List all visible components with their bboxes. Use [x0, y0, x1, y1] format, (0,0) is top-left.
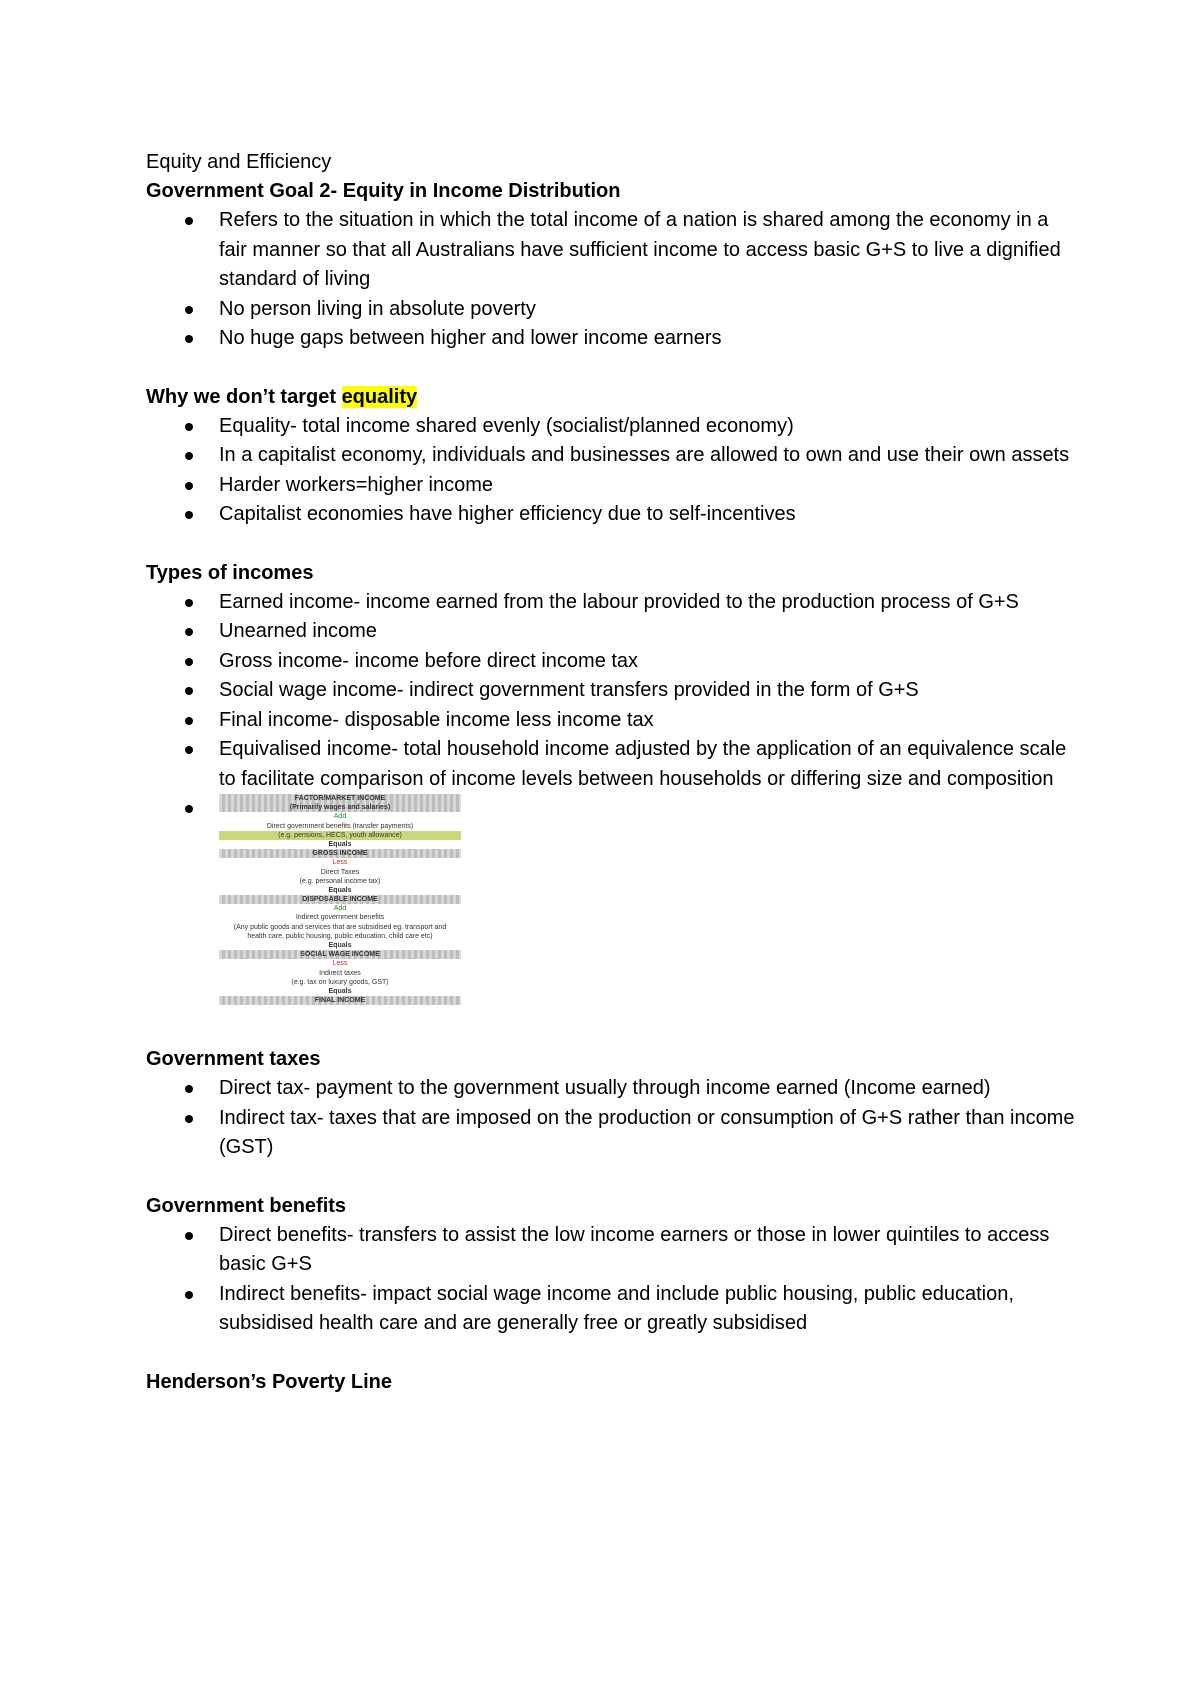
list-item: Harder workers=higher income	[146, 471, 1076, 501]
bullet-icon	[185, 805, 193, 813]
income-flow-diagram	[219, 794, 461, 1016]
flow-diagram-row: Add	[333, 813, 347, 821]
flow-diagram-row: Less	[332, 960, 348, 968]
bullet-list-incomes	[146, 588, 1076, 1017]
flow-diagram-row: Equals	[328, 942, 352, 949]
document-body	[146, 148, 1076, 1397]
list-item: Earned income- income earned from the labour provided to the production process of G+S	[146, 588, 1076, 618]
list-item: Equality- total income shared evenly (socialist/planned economy)	[146, 412, 1076, 442]
flow-diagram-row: (Any public goods and services that are subsidised eg. transport and	[233, 923, 447, 931]
flow-diagram-row: Indirect government benefits	[295, 914, 385, 922]
bullet-icon	[185, 452, 193, 460]
list-item: No huge gaps between higher and lower income earners	[146, 324, 1076, 354]
bullet-icon	[185, 482, 193, 490]
bullet-icon	[185, 599, 193, 607]
flow-diagram-row: Equals	[328, 886, 352, 894]
list-item: Gross income- income before direct income tax	[146, 647, 1076, 677]
list-item: Unearned income	[146, 617, 1076, 647]
flow-diagram-row: (e.g. personal income tax)	[299, 877, 381, 885]
list-item: Social wage income- indirect government transfers provided in the form of G+S	[146, 676, 1076, 706]
flow-diagram-row: SOCIAL WAGE INCOME	[219, 950, 461, 959]
bullet-icon	[185, 1232, 193, 1240]
section-heading-equity: Government Goal 2- Equity in Income Distribution	[146, 180, 621, 202]
flow-diagram-row: (e.g. pensions, HECS, youth allowance)	[219, 831, 461, 840]
list-item: Indirect benefits- impact social wage income and include public housing, public education, subsidised health care and are generally free or greatly subsidised	[146, 1280, 1076, 1339]
flow-diagram-row: Direct government benefits (transfer payments)	[266, 822, 414, 830]
list-item: Capitalist economies have higher efficiency due to self-incentives	[146, 500, 1076, 530]
flow-diagram-row: FINAL INCOME	[219, 996, 461, 1005]
bullet-icon	[185, 217, 193, 225]
document-title: Equity and Efficiency	[146, 151, 332, 173]
section-heading-equality: Why we don’t target equality	[146, 385, 418, 408]
bullet-icon	[185, 687, 193, 695]
list-item: Direct benefits- transfers to assist the low income earners or those in lower quintiles to access basic G+S	[146, 1221, 1076, 1280]
list-item: Final income- disposable income less income tax	[146, 706, 1076, 736]
bullet-icon	[185, 628, 193, 636]
list-item: Direct tax- payment to the government usually through income earned (Income earned)	[146, 1074, 1076, 1104]
bullet-icon	[185, 1085, 193, 1093]
section-heading-benefits: Government benefits	[146, 1194, 347, 1217]
flow-diagram-row: FACTOR/MARKET INCOME	[219, 794, 461, 803]
bullet-icon	[185, 423, 193, 431]
list-item: Refers to the situation in which the total income of a nation is shared among the economy in a fair manner so that all Australians have sufficient income to access basic G+S to live a dignified standard of living	[146, 206, 1076, 295]
flow-diagram-row: (e.g. tax on luxury goods, GST)	[291, 978, 389, 986]
bullet-icon	[185, 746, 193, 754]
bullet-icon	[185, 511, 193, 519]
bullet-list-taxes	[146, 1074, 1076, 1163]
list-item: Indirect tax- taxes that are imposed on the production or consumption of G+S rather than income (GST)	[146, 1104, 1076, 1163]
flow-diagram-row: (Primarily wages and salaries)	[219, 803, 461, 812]
bullet-icon	[185, 658, 193, 666]
section-heading-incomes: Types of incomes	[146, 561, 314, 584]
bullet-icon	[185, 306, 193, 314]
bullet-list-equity	[146, 206, 1076, 354]
list-item-figure	[146, 794, 1076, 1016]
section-heading-taxes: Government taxes	[146, 1048, 321, 1070]
flow-diagram-row: health care, public housing, public education, child care etc)	[247, 932, 433, 940]
list-item: In a capitalist economy, individuals and businesses are allowed to own and use their own assets	[146, 441, 1076, 471]
bullet-list-benefits	[146, 1221, 1076, 1339]
highlighted-word: equality	[341, 385, 418, 408]
flow-diagram-row: Equals	[328, 840, 352, 848]
flow-diagram-row: Less	[332, 859, 348, 867]
bullet-icon	[185, 335, 193, 343]
flow-diagram-row: Direct Taxes	[320, 868, 360, 876]
flow-diagram-row: Equals	[328, 987, 352, 995]
flow-diagram-row: Indirect taxes	[319, 969, 361, 977]
bullet-list-equality	[146, 412, 1076, 530]
section-heading-poverty-line: Henderson’s Poverty Line	[146, 1370, 392, 1393]
bullet-icon	[185, 717, 193, 725]
list-item: Equivalised income- total household income adjusted by the application of an equivalence scale to facilitate comparison of income levels between households or differing size and composition	[146, 735, 1076, 794]
bullet-icon	[185, 1291, 193, 1299]
flow-diagram-row: Add	[333, 905, 347, 913]
list-item: No person living in absolute poverty	[146, 295, 1076, 325]
flow-diagram-row: GROSS INCOME	[219, 849, 461, 858]
flow-diagram-row: DISPOSABLE INCOME	[219, 895, 461, 904]
bullet-icon	[185, 1115, 193, 1123]
